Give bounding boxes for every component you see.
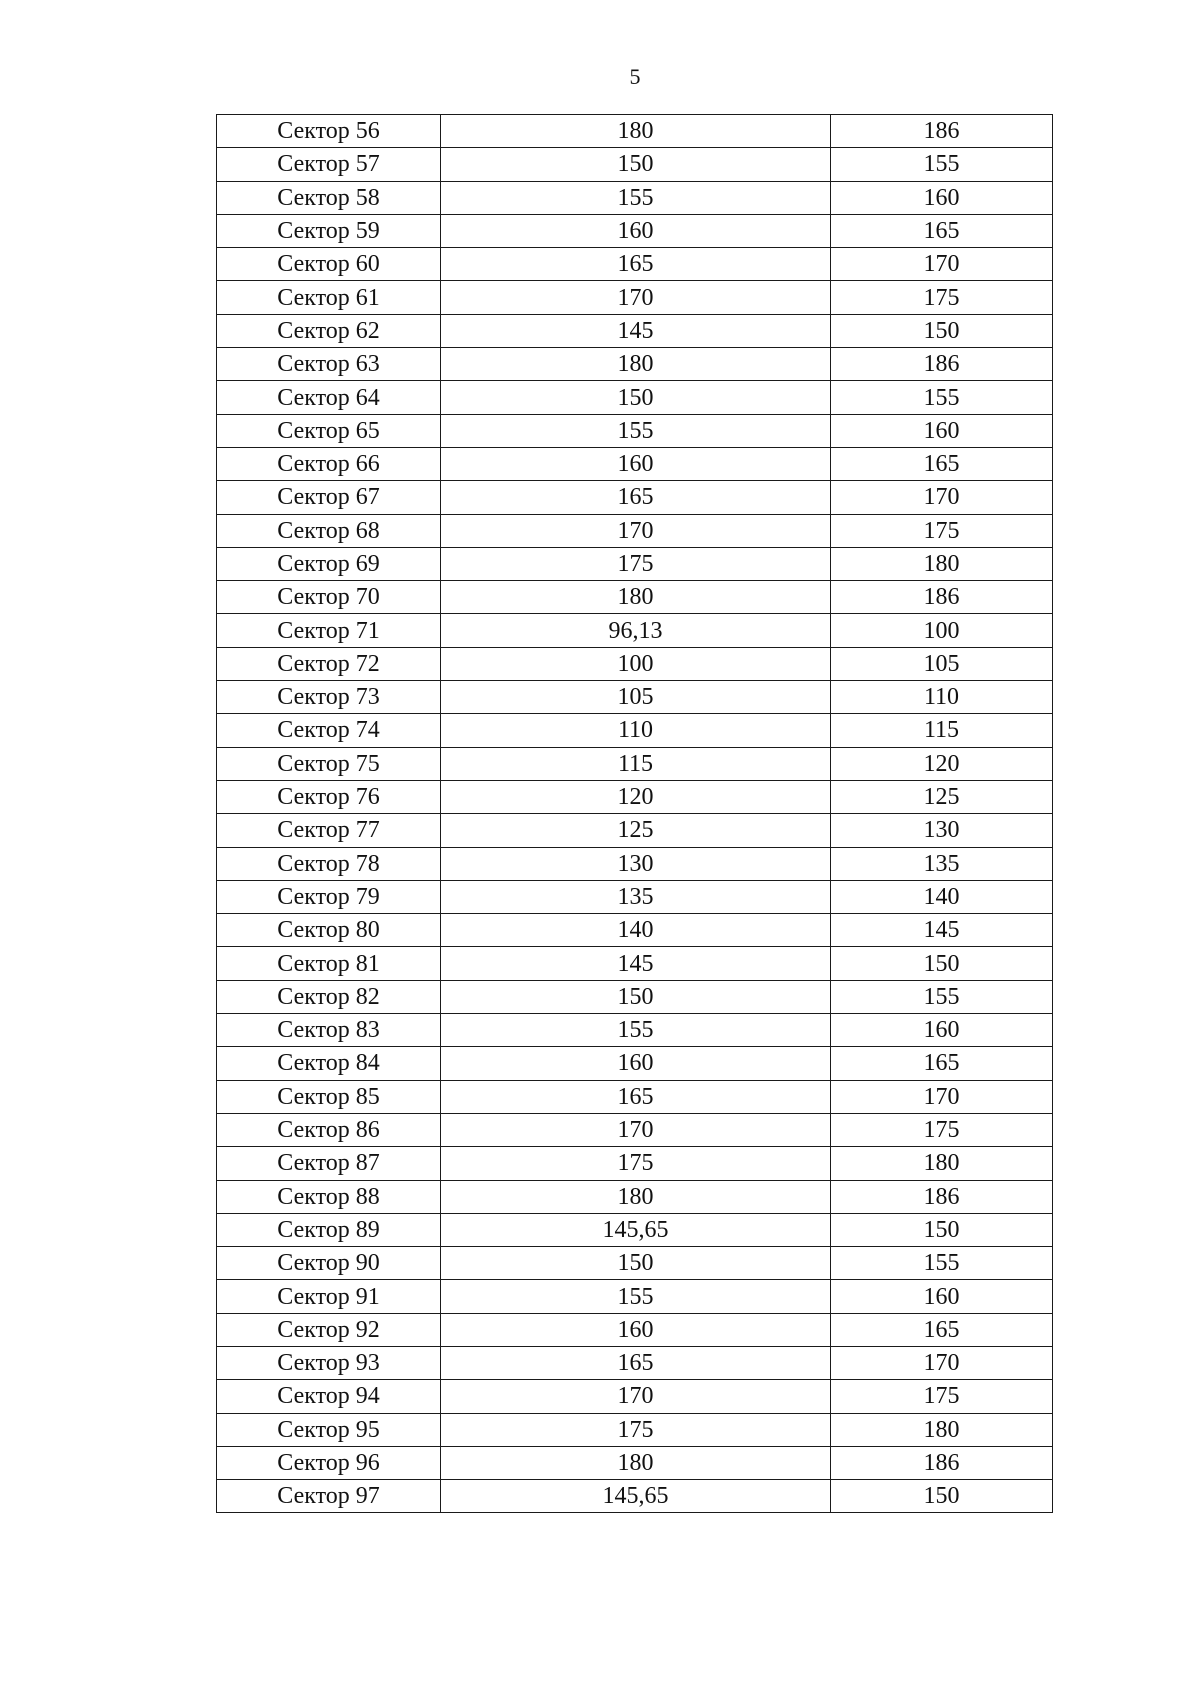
sector-name-cell: Сектор 80 <box>217 914 441 947</box>
sector-name-cell: Сектор 72 <box>217 647 441 680</box>
value-from-cell: 160 <box>441 447 831 480</box>
table-row <box>217 880 1053 913</box>
table-row <box>217 181 1053 214</box>
sector-name-cell: Сектор 60 <box>217 248 441 281</box>
sector-name-cell: Сектор 73 <box>217 681 441 714</box>
sector-name-cell: Сектор 94 <box>217 1380 441 1413</box>
table-row <box>217 447 1053 480</box>
value-from-cell: 165 <box>441 1346 831 1379</box>
table-row <box>217 1213 1053 1246</box>
value-from-cell: 155 <box>441 414 831 447</box>
table-row <box>217 248 1053 281</box>
table-row <box>217 780 1053 813</box>
value-to-cell: 175 <box>831 1380 1053 1413</box>
table-row <box>217 1047 1053 1080</box>
value-from-cell: 165 <box>441 1080 831 1113</box>
value-from-cell: 165 <box>441 248 831 281</box>
value-from-cell: 165 <box>441 481 831 514</box>
value-to-cell: 120 <box>831 747 1053 780</box>
table-row <box>217 581 1053 614</box>
value-from-cell: 150 <box>441 1247 831 1280</box>
value-from-cell: 145 <box>441 947 831 980</box>
table-row <box>217 281 1053 314</box>
value-to-cell: 186 <box>831 1446 1053 1479</box>
table-row <box>217 1413 1053 1446</box>
value-to-cell: 125 <box>831 780 1053 813</box>
sector-name-cell: Сектор 61 <box>217 281 441 314</box>
sector-name-cell: Сектор 85 <box>217 1080 441 1113</box>
table-row <box>217 148 1053 181</box>
table-row <box>217 1446 1053 1479</box>
value-from-cell: 160 <box>441 1047 831 1080</box>
value-to-cell: 155 <box>831 381 1053 414</box>
sector-table-body <box>217 115 1053 1513</box>
value-to-cell: 155 <box>831 1247 1053 1280</box>
table-row <box>217 1247 1053 1280</box>
value-to-cell: 105 <box>831 647 1053 680</box>
value-from-cell: 135 <box>441 880 831 913</box>
value-to-cell: 186 <box>831 581 1053 614</box>
value-to-cell: 160 <box>831 181 1053 214</box>
value-from-cell: 145,65 <box>441 1213 831 1246</box>
value-to-cell: 186 <box>831 348 1053 381</box>
value-from-cell: 155 <box>441 1014 831 1047</box>
value-to-cell: 155 <box>831 148 1053 181</box>
value-from-cell: 160 <box>441 214 831 247</box>
value-from-cell: 180 <box>441 581 831 614</box>
value-to-cell: 180 <box>831 547 1053 580</box>
table-row <box>217 747 1053 780</box>
table-row <box>217 1313 1053 1346</box>
value-from-cell: 170 <box>441 514 831 547</box>
sector-name-cell: Сектор 83 <box>217 1014 441 1047</box>
sector-name-cell: Сектор 93 <box>217 1346 441 1379</box>
value-from-cell: 175 <box>441 1147 831 1180</box>
value-to-cell: 110 <box>831 681 1053 714</box>
sector-name-cell: Сектор 59 <box>217 214 441 247</box>
value-to-cell: 180 <box>831 1147 1053 1180</box>
value-from-cell: 115 <box>441 747 831 780</box>
sector-table <box>216 114 1053 1513</box>
sector-name-cell: Сектор 58 <box>217 181 441 214</box>
sector-name-cell: Сектор 88 <box>217 1180 441 1213</box>
table-row <box>217 514 1053 547</box>
value-to-cell: 186 <box>831 1180 1053 1213</box>
table-row <box>217 814 1053 847</box>
value-from-cell: 170 <box>441 281 831 314</box>
value-from-cell: 160 <box>441 1313 831 1346</box>
value-to-cell: 135 <box>831 847 1053 880</box>
table-row <box>217 714 1053 747</box>
table-row <box>217 614 1053 647</box>
value-to-cell: 150 <box>831 314 1053 347</box>
table-row <box>217 547 1053 580</box>
value-to-cell: 180 <box>831 1413 1053 1446</box>
value-to-cell: 175 <box>831 281 1053 314</box>
value-from-cell: 150 <box>441 148 831 181</box>
table-row <box>217 481 1053 514</box>
sector-name-cell: Сектор 79 <box>217 880 441 913</box>
value-from-cell: 155 <box>441 1280 831 1313</box>
value-from-cell: 145,65 <box>441 1480 831 1513</box>
value-to-cell: 170 <box>831 248 1053 281</box>
value-from-cell: 145 <box>441 314 831 347</box>
sector-name-cell: Сектор 97 <box>217 1480 441 1513</box>
value-from-cell: 110 <box>441 714 831 747</box>
sector-name-cell: Сектор 75 <box>217 747 441 780</box>
value-to-cell: 145 <box>831 914 1053 947</box>
value-from-cell: 170 <box>441 1113 831 1146</box>
sector-name-cell: Сектор 65 <box>217 414 441 447</box>
table-row <box>217 214 1053 247</box>
sector-name-cell: Сектор 63 <box>217 348 441 381</box>
table-row <box>217 1014 1053 1047</box>
sector-name-cell: Сектор 69 <box>217 547 441 580</box>
value-to-cell: 175 <box>831 1113 1053 1146</box>
value-to-cell: 130 <box>831 814 1053 847</box>
sector-name-cell: Сектор 74 <box>217 714 441 747</box>
sector-name-cell: Сектор 95 <box>217 1413 441 1446</box>
value-to-cell: 150 <box>831 1213 1053 1246</box>
sector-name-cell: Сектор 96 <box>217 1446 441 1479</box>
value-from-cell: 140 <box>441 914 831 947</box>
value-to-cell: 170 <box>831 481 1053 514</box>
value-from-cell: 175 <box>441 547 831 580</box>
value-to-cell: 115 <box>831 714 1053 747</box>
sector-name-cell: Сектор 78 <box>217 847 441 880</box>
sector-name-cell: Сектор 57 <box>217 148 441 181</box>
value-from-cell: 96,13 <box>441 614 831 647</box>
value-to-cell: 150 <box>831 1480 1053 1513</box>
table-row <box>217 1480 1053 1513</box>
value-from-cell: 120 <box>441 780 831 813</box>
value-to-cell: 165 <box>831 447 1053 480</box>
value-from-cell: 175 <box>441 1413 831 1446</box>
value-from-cell: 180 <box>441 1446 831 1479</box>
table-row <box>217 1180 1053 1213</box>
table-row <box>217 847 1053 880</box>
sector-name-cell: Сектор 66 <box>217 447 441 480</box>
sector-name-cell: Сектор 71 <box>217 614 441 647</box>
value-from-cell: 105 <box>441 681 831 714</box>
table-row <box>217 348 1053 381</box>
value-from-cell: 155 <box>441 181 831 214</box>
sector-name-cell: Сектор 68 <box>217 514 441 547</box>
value-to-cell: 170 <box>831 1346 1053 1379</box>
value-to-cell: 160 <box>831 1014 1053 1047</box>
value-to-cell: 165 <box>831 1313 1053 1346</box>
value-to-cell: 186 <box>831 115 1053 148</box>
value-from-cell: 180 <box>441 1180 831 1213</box>
value-from-cell: 170 <box>441 1380 831 1413</box>
sector-name-cell: Сектор 90 <box>217 1247 441 1280</box>
sector-name-cell: Сектор 67 <box>217 481 441 514</box>
sector-name-cell: Сектор 89 <box>217 1213 441 1246</box>
page-number: 5 <box>629 64 641 89</box>
sector-name-cell: Сектор 92 <box>217 1313 441 1346</box>
table-row <box>217 980 1053 1013</box>
table-row <box>217 1380 1053 1413</box>
value-from-cell: 150 <box>441 381 831 414</box>
table-row <box>217 1147 1053 1180</box>
table-row <box>217 647 1053 680</box>
value-to-cell: 165 <box>831 1047 1053 1080</box>
value-from-cell: 125 <box>441 814 831 847</box>
table-row <box>217 1080 1053 1113</box>
table-row <box>217 914 1053 947</box>
value-to-cell: 175 <box>831 514 1053 547</box>
value-to-cell: 160 <box>831 1280 1053 1313</box>
sector-name-cell: Сектор 91 <box>217 1280 441 1313</box>
sector-name-cell: Сектор 77 <box>217 814 441 847</box>
value-to-cell: 150 <box>831 947 1053 980</box>
value-to-cell: 155 <box>831 980 1053 1013</box>
sector-name-cell: Сектор 87 <box>217 1147 441 1180</box>
value-from-cell: 180 <box>441 115 831 148</box>
sector-name-cell: Сектор 84 <box>217 1047 441 1080</box>
sector-name-cell: Сектор 70 <box>217 581 441 614</box>
sector-name-cell: Сектор 56 <box>217 115 441 148</box>
value-to-cell: 165 <box>831 214 1053 247</box>
table-row <box>217 381 1053 414</box>
value-from-cell: 100 <box>441 647 831 680</box>
value-to-cell: 100 <box>831 614 1053 647</box>
table-row <box>217 1280 1053 1313</box>
value-to-cell: 140 <box>831 880 1053 913</box>
table-row <box>217 414 1053 447</box>
table-row <box>217 681 1053 714</box>
table-row <box>217 115 1053 148</box>
table-row <box>217 1113 1053 1146</box>
value-from-cell: 130 <box>441 847 831 880</box>
sector-name-cell: Сектор 76 <box>217 780 441 813</box>
value-from-cell: 150 <box>441 980 831 1013</box>
sector-name-cell: Сектор 86 <box>217 1113 441 1146</box>
table-row <box>217 314 1053 347</box>
sector-name-cell: Сектор 82 <box>217 980 441 1013</box>
sector-name-cell: Сектор 62 <box>217 314 441 347</box>
sector-name-cell: Сектор 81 <box>217 947 441 980</box>
table-row <box>217 947 1053 980</box>
value-to-cell: 170 <box>831 1080 1053 1113</box>
value-from-cell: 180 <box>441 348 831 381</box>
sector-name-cell: Сектор 64 <box>217 381 441 414</box>
value-to-cell: 160 <box>831 414 1053 447</box>
table-row <box>217 1346 1053 1379</box>
